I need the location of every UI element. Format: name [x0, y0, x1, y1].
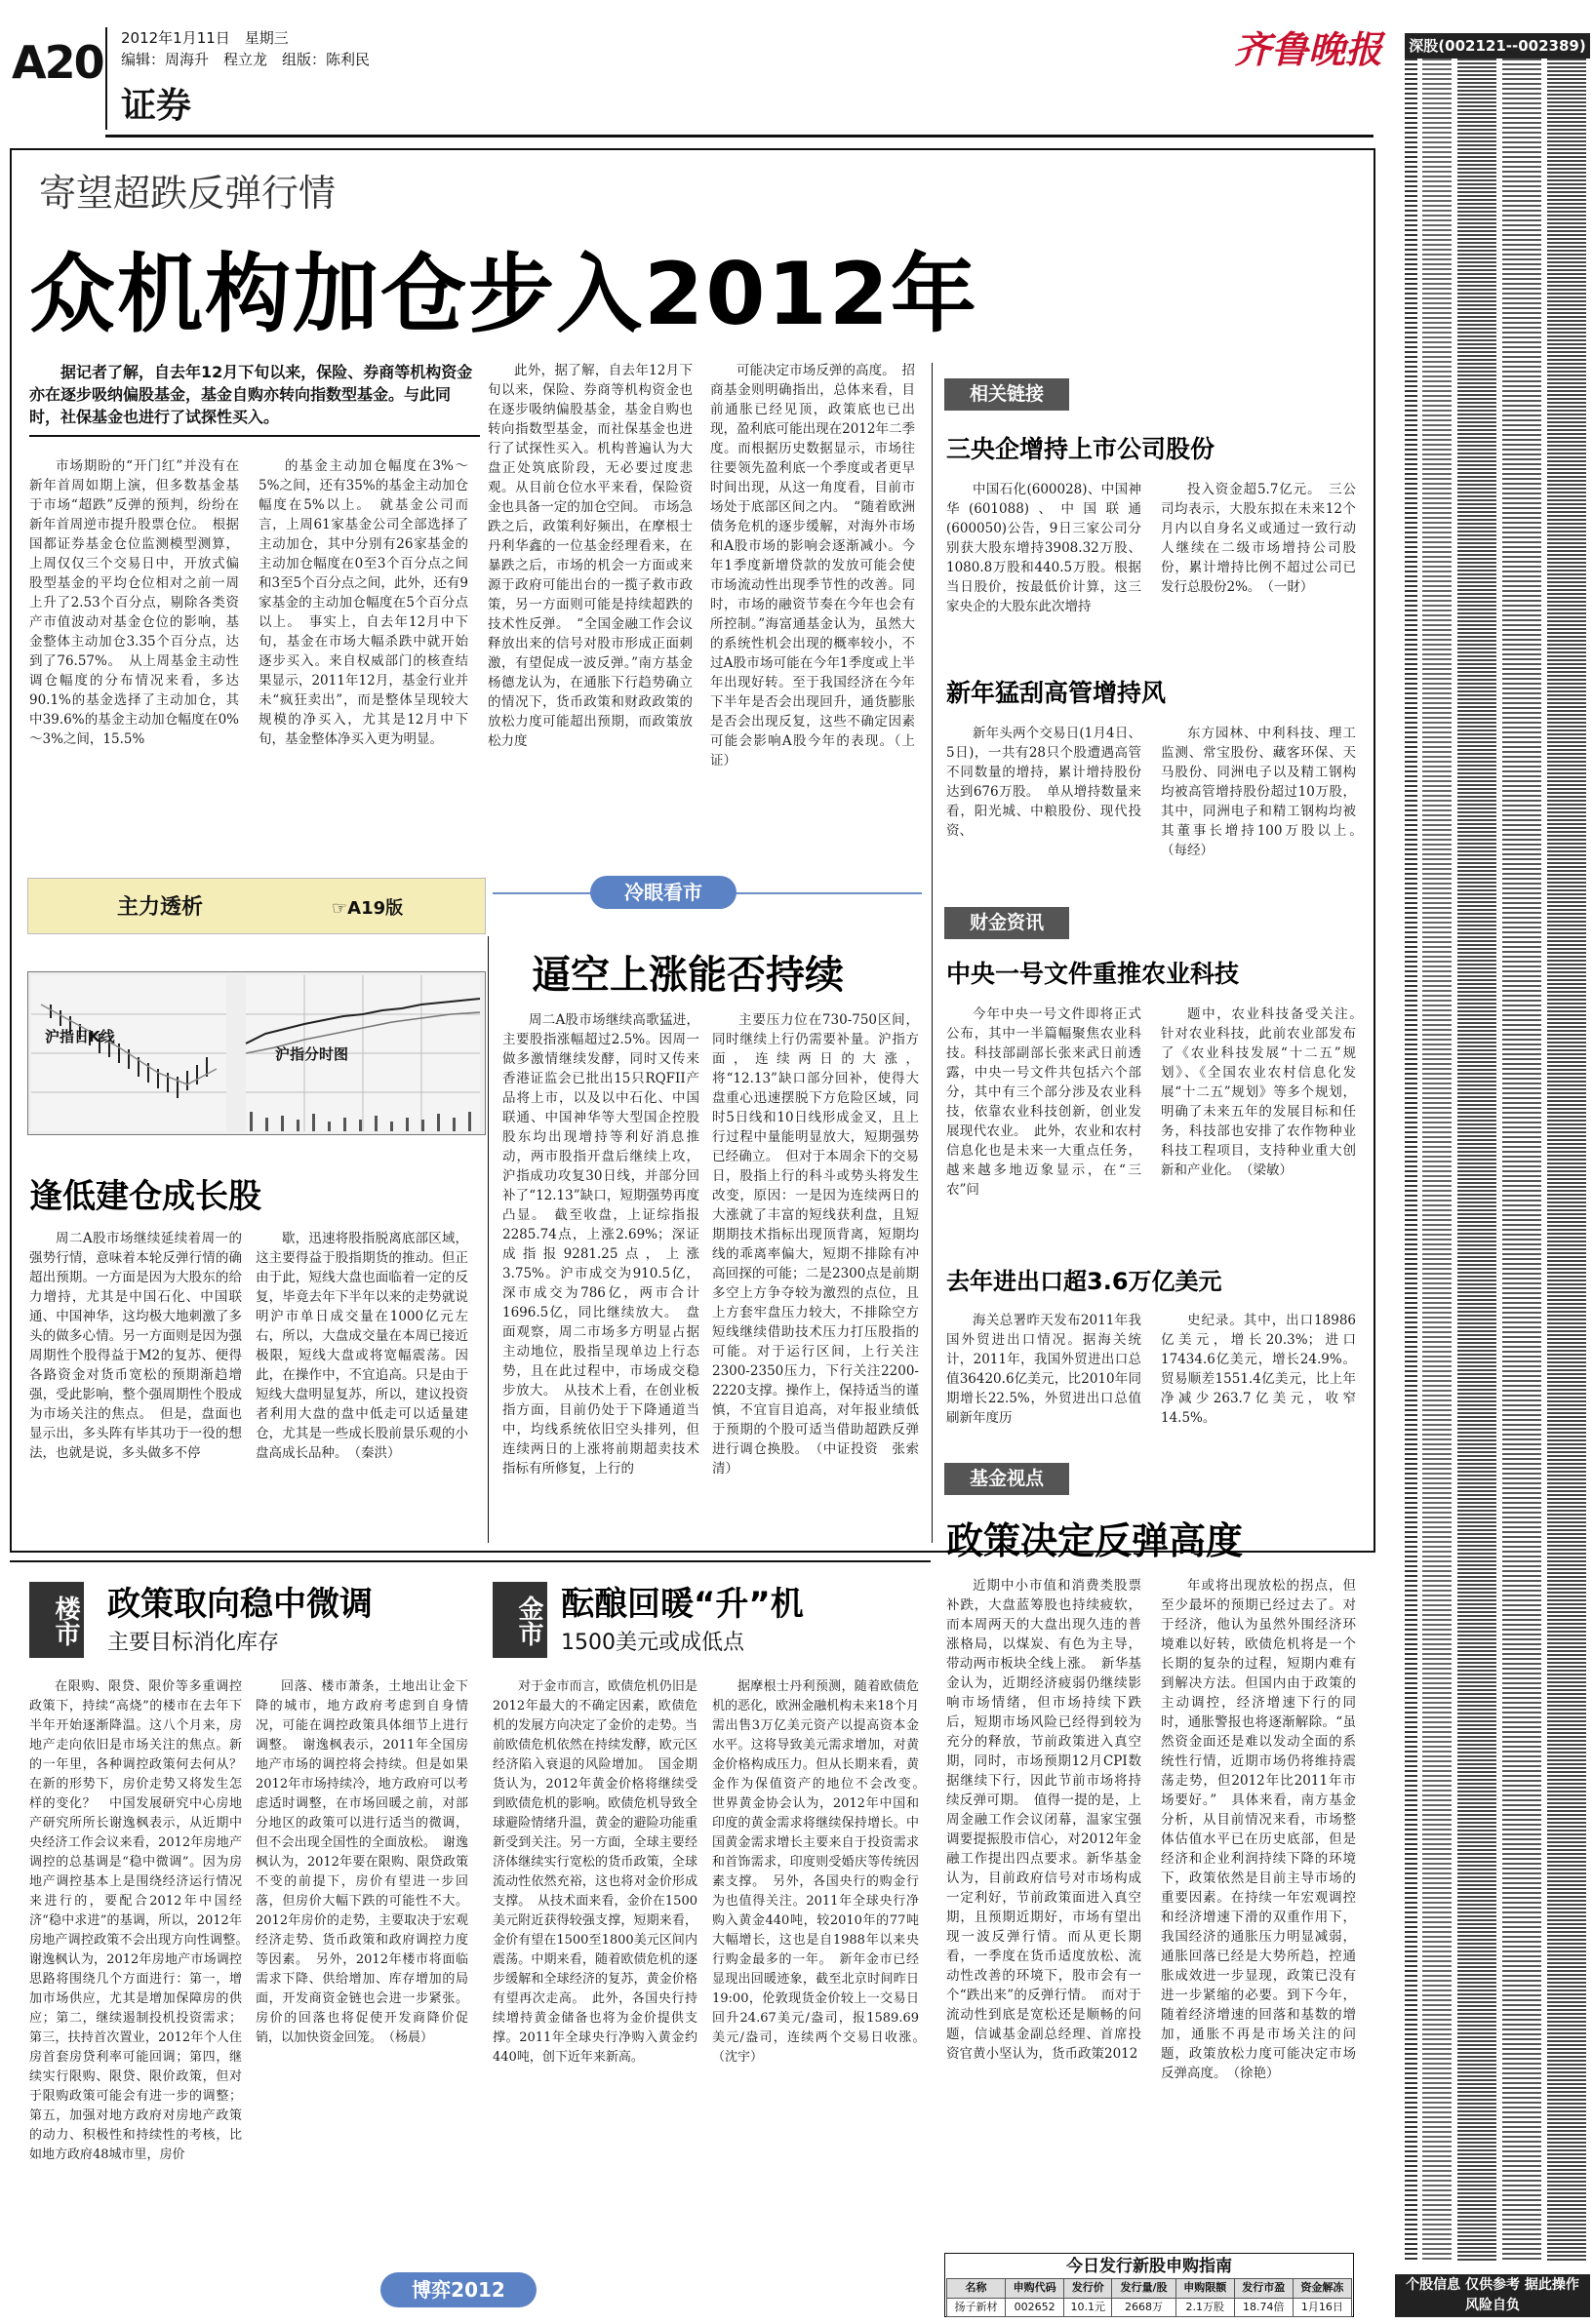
- intraday-label: 沪指分时图: [275, 1045, 349, 1063]
- trade-title: 去年进出口超3.6万亿美元: [946, 1268, 1222, 1295]
- stock-list-col: [1547, 59, 1586, 2263]
- kline-label: 沪指日K线: [45, 1028, 115, 1045]
- ipo-table: [946, 2278, 1352, 2317]
- related-1-col-1: 中国石化(600028)、中国神华(601088)、中国联通(600050)公告，9日三家公司分别获大股东增持3908.32万股、1080.8万股和440.5万股。根据当日股价，按最低价计算，这三家央企的大股东此次增持: [946, 482, 1141, 614]
- agri-title: 中央一号文件重推农业科技: [946, 960, 1240, 988]
- ipo-cell: 2668万: [1112, 2298, 1175, 2317]
- property-subtitle: 主要目标消化库存: [107, 1631, 280, 1655]
- ipo-header-row: [947, 2279, 1352, 2299]
- header-divider: [105, 27, 107, 130]
- gold-tag: 金市: [493, 1582, 547, 1658]
- column-divider: [932, 363, 933, 1543]
- related-1-col-2: 投入资金超5.7亿元。 三公司均表示，大股东拟在未来12个月内以自身名义或通过一致行动人继续在二级市场增持公司股份，累计增持比例不超过公司已发行总股份2%。 （一財）: [1161, 482, 1356, 595]
- property-col-2: 回落、楼市萧条，土地出让金下降的城市，地方政府考虑到自身情况，可能在调控政策具体细节上进行调整。 谢逸枫表示，2011年全国房地产市场的调控将会持续。但是如果2012年市场持续冷，地方政府可以考虑适时调整，在市场回暖之前，对部分地区的政策可以进行适当的微调，但不会出现全国性的全面放松。 谢逸枫认为，2012年要在限购、限贷政策不变的前提下，房价有望进一步回落，但房价大幅下跌的可能性不大。2012年房价的走势，主要取决于宏观经济走势、货币政策和政府调控力度等因素。 另外，2012年楼市将面临需求下降、供给增加、库存增加的局面，开发商资金链也会进一步紧张。房价的回落也将促使开发商降价促销，以加快资金回笼。 （杨晨）: [256, 1679, 468, 2045]
- finance-news-tag: 财金资讯: [944, 907, 1069, 939]
- ipo-cell: 002652: [1006, 2298, 1064, 2317]
- header-editors: 编辑：周海升 程立龙 组版：陈利民: [121, 51, 371, 68]
- main-force-banner: [27, 878, 486, 934]
- intro-rule: [29, 435, 480, 437]
- stock-list-col: [1502, 59, 1541, 2263]
- fund-col-2: 年或将出现放松的拐点，但至少最坏的预期已经过去了。对于经济，他认为虽然外围经济环境难以好转，欧债危机将是一个长期的复杂的过程，短期内难有到解决方法。但国内由于政策的主动调控，经济增速下行的同时，通胀警报也将逐渐解除。“虽然资金面还是难以发动全面的系统性行情，近期市场仍将维持震荡走势，但2012年比2011年市场要好。” 具体来看，南方基金分析，从目前情况来看，市场整体估值水平已在历史底部，但是经济和企业利润持续下降的环境下，政策依然是目前主导市场的重要因素。在持续一年宏观调控和经济增速下滑的双重作用下，我国经济的通胀压力明显减弱，通胀回落已经是大势所趋，控通胀成效进一步显现，政策已没有进一步紧缩的必要。到下今年，随着经济增速的回落和基数的增加，通胀不再是市场关注的问题，政策放松力度可能决定市场反弹高度。 （徐艳）: [1161, 1578, 1356, 2081]
- section-title: 证券: [121, 86, 192, 126]
- ipo-header-cell: 发行价: [1064, 2279, 1112, 2299]
- cold-eye-title: 逼空上涨能否持续: [532, 953, 844, 998]
- fund-title: 政策决定反弹高度: [946, 1519, 1244, 1562]
- ipo-header-cell: 名称: [947, 2279, 1006, 2299]
- lead-kicker: 寄望超跌反弹行情: [39, 172, 337, 215]
- ipo-cell: 1月16日: [1293, 2298, 1351, 2317]
- ipo-header-cell: 资金解冻: [1293, 2279, 1351, 2299]
- stock-list-footer: 个股信息 仅供参考 据此操作 风险自负: [1395, 2274, 1590, 2317]
- column-divider: [488, 936, 489, 1543]
- related-2-col-2: 东方园林、中利科技、理工监测、常宝股份、藏客环保、天马股份、同洲电子以及精工钢构均被高管增持股份超过10万股，其中，同洲电子和精工钢构均被其董事长增持100万股以上。 （每经）: [1161, 726, 1370, 858]
- lead-col-3: 此外，据了解，自去年12月下旬以来，保险、券商等机构资金也在逐步吸纳偏股基金，基金自购也转向指数型基金，而社保基金也进行了试探性买入。机构普遍认为大盘正处筑底阶段，无必要过度悲观。从目前仓位水平来看，保险资金也具备一定的加仓空间。 市场急跌之后，政策利好频出，在摩根士丹利华鑫的一位基金经理看来，在暴跌之后，市场的机会一方面或来源于政府可能出台的一揽子救市政策，另一方面则可能是持续超跌的技术性反弹。 “全国金融工作会议释放出来的信号对股市形成正面刺激，有望促成一波反弹。”南方基金杨德龙认为，在通胀下行趋势确立的情况下，货币政策和财政政策的放松力度可能超出预期，而政策放松力度: [488, 363, 693, 749]
- lead-intro: 据记者了解，自去年12月下旬以来，保险、券商等机构资金亦在逐步吸纳偏股基金，基金自购亦转向指数型基金。与此同时，社保基金也进行了试探性买入。: [29, 363, 473, 426]
- ipo-table-title: 今日发行新股申购指南: [1066, 2257, 1232, 2276]
- paper-logo: 齐鲁晚报: [1234, 27, 1383, 71]
- fund-col-1: 近期中小市值和消费类股票补跌，大盘蓝筹股也持续疲软，而本周两天的大盘出现久违的普涨格局，以煤炭、有色为主导，带动两市板块全线上涨。 新华基金认为，近期经济疲弱仍继续影响市场情绪，但市场持续下跌后，短期市场风险已经得到较为充分的释放，节前政策进入真空期，同时，市场预期12月CPI数据继续下行，因此节前市场将持续反弹可期。 值得一提的是，上周金融工作会议闭幕，温家宝强调要提振股市信心，对2012年金融工作提出四点要求。新华基金认为，目前政府信号对市场构成一定利好，节前政策面进入真空期，且预期近期好，市场有望出现一波反弹行情。而从更长期看，一季度在货币适度放松、流动性改善的环境下，股市会有一个“跌出来”的反弹行情。 而对于流动性到底是宽松还是顺畅的问题，信诚基金副总经理、首席投资官黄小坚认为，货币政策2012: [946, 1578, 1141, 2062]
- lead-headline: 众机构加仓步入2012年: [29, 244, 978, 344]
- header-rule: [105, 135, 1374, 138]
- property-col-1: 在限购、限贷、限价等多重调控政策下，持续“高烧”的楼市在去年下半年开始逐渐降温。这八个月来，房地产走向依旧是市场关注的焦点。新的一年里，各种调控政策何去何从？在新的形势下，房价走势又将发生怎样的变化？ 中国发展研究中心房地产研究所所长谢逸枫表示，从近期中央经济工作会议来看，2012年房地产调控的总基调是“稳中微调”。因为房地产调控基本上是围绕经济运行情况来进行的，要配合2012年中国经济“稳中求进”的基调，所以，2012年房地产调控政策不会出现方向性调整。 谢逸枫认为，2012年房地产市场调控思路将围绕几个方面进行：第一，增加市场供应，尤其是增加保障房的供应；第二，继续遏制投机投资需求；第三，扶持首次置业，2012年个人住房首套房贷利率可能回调；第四，继续实行限购、限贷、限价政策，但对于限购政策可能会有进一步的调整；第五，加强对地方政府对房地产政策的动力、积极性和持续性的考核，比如地方政府48城市里，房价: [29, 1679, 256, 2162]
- related-title-2: 新年猛刮高管增持风: [946, 679, 1167, 707]
- stock-list-col: [1457, 59, 1496, 2263]
- buy-low-col-2: 歇，迅速将股指脱离底部区域，这主要得益于股指期货的推动。但正由于此，短线大盘也面临着一定的反复，毕竟去年下半年以来的走势就说明沪市单日成交量在1000亿元左右，所以，大盘成交量在本周已接近极限，短线大盘或将宽幅震荡。因此，在操作中，不宜追高。只是由于短线大盘明显复苏，所以，建议投资者利用大盘的盘中低走可以适量建仓，尤其是一些成长股前景乐观的小盘高成长品种。 （秦洪）: [256, 1231, 468, 1461]
- buy-low-col-1: 周二A股市场继续延续着周一的强势行情，意味着本轮反弹行情的确超出预期。一方面是因为大股东的给力增持，尤其是中国石化、中国联通、中国神华，这均极大地刺激了多头的做多心情。另一方面则是因为强周期性个股得益于M2的复苏、便得各路资金对货币宽松的预期渐趋增强，受此影响，整个强周期性个股成为市场关注的焦点。 但是，盘面也显示出，多头阵有毕其功于一役的想法，也就是说，多头做多不停: [29, 1231, 242, 1461]
- cold-eye-col-1: 周二A股市场继续高歌猛进，主要股指涨幅超过2.5%。因周一做多激情继续发酵，同时又传来香港证监会已批出15只RQFII产品将上市，以及以中石化、中国联通、中国神华等大型国企控股股东均出现增持等利好消息推动，两市股指开盘后继续上攻，沪指成功攻复30日线，并部分回补了“12.13”缺口，短期强势再度凸显。 截至收盘，上证综指报2285.74点，上涨2.69%；深证成指报9281.25点，上涨3.75%。沪市成交为910.5亿，深市成交为786亿，两市合计1696.5亿，同比继续放大。 盘面观察，周二市场多方明显占据主动地位，股指呈现单边上行态势，且在此过程中，市场成交稳步放大。 从技术上看，在创业板指方面，目前仍处于下降通道当中，均线系统依旧空头排列，但连续两日的上涨将前期超卖技术指标有所修复，上行的: [502, 1012, 699, 1477]
- gold-col-1: 对于金市而言，欧债危机仍旧是2012年最大的不确定因素，欧债危机的发展方向决定了金价的走势。当前欧债危机依然在持续发酵，欧元区经济陷入衰退的风险增加。 国金期货认为，2012年黄金价格将继续受到欧债危机的影响。欧债危机导致全球避险情绪升温，黄金的避险功能重新受到关注。另一方面，全球主要经济体继续实行宽松的货币政策，全球流动性依然充裕，这也将对金价形成支撑。 从技术面来看，金价在1500美元附近获得较强支撑，短期来看，金价有望在1500至1800美元区间内震荡。中期来看，随着欧债危机的逐步缓解和全球经济的复苏，黄金价格有望再次走高。 此外，各国央行持续增持黄金储备也将为金价提供支撑。2011年全球央行净购入黄金约440吨，创下近年来新高。: [493, 1679, 697, 2065]
- ipo-header-cell: 发行市盈: [1234, 2279, 1293, 2299]
- related-2-col-1: 新年头两个交易日(1月4日、5日)，一共有28只个股遭遇高管不同数量的增持，累计增持股份达到676万股。 单从增持数量来看，阳光城、中粮股份、现代投资、: [946, 726, 1141, 839]
- agri-col-1: 今年中央一号文件即将正式公布，其中一半篇幅聚焦农业科技。科技部副部长张来武日前透露，中央一号文件共包括六个部分，其中有三个部分涉及农业科技，依靠农业科技创新，创业发展现代农业。 此外，农业和农村信息化也是未来一大重点任务，越来越多地迈象显示，在“三农”问: [946, 1006, 1141, 1198]
- lead-col-1: 市场期盼的“开门红”并没有在新年首周如期上演，但多数基金基于市场“超跌”反弹的预判，纷纷在新年首周逆市提升股票仓位。 根据国都证券基金仓位监测模型测算，上周仅仅三个交易日中，开放式偏股型基金的平均仓位相对之前一周上升了2.53个百分点，剔除各类资产市值波动对基金仓位的影响，基金整体主动加仓3.35个百分点，达到了76.57%。 从上周基金主动性调仓幅度的分布情况来看，多达90.1%的基金选择了主动加仓，其中39.6%的基金主动加仓幅度在0%～3%之间，15.5%: [29, 458, 239, 747]
- gold-col-2: 据摩根士丹利预测，随着欧债危机的恶化，欧洲金融机构未来18个月需出售3万亿美元资产以提高资本金水平。这将导致美元需求增加，对黄金价格构成压力。但从长期来看，黄金作为保值资产的地位不会改变。 世界黄金协会认为，2012年中国和印度的黄金需求将继续保持增长。中国黄金需求增长主要来自于投资需求和首饰需求，印度则受婚庆等传统因素支撑。 另外，各国央行的购金行为也值得关注。2011年全球央行净购入黄金440吨，较2010年的77吨大幅增长，这也是自1988年以来央行购金最多的一年。 新年金市已经显现出回暖迹象，截至北京时间昨日19:00，伦敦现货金价较上一交易日回升24.67美元/盎司，报1589.69美元/盎司，连续两个交易日收涨。 （沈宇）: [712, 1679, 933, 2065]
- fund-tag: 基金视点: [944, 1463, 1069, 1495]
- header-date: 2012年1月11日 星期三: [121, 29, 289, 47]
- ipo-cell: 18.74倍: [1234, 2298, 1293, 2317]
- stock-list-col: [1422, 59, 1452, 2263]
- stock-list-header: 深股(002121--002389): [1405, 33, 1590, 59]
- lead-col-2: 的基金主动加仓幅度在3%～5%之间，还有35%的基金主动加仓幅度在5%以上。 就基金公司而言，上周61家基金公司全部选择了主动加仓，其中分别有26家基金的主动加仓幅度在0至3个百分点之间和3至5个百分点之间，此外，还有9家基金的主动加仓幅度在5个百分点以上。 事实上，自去年12月中下旬，基金在市场大幅杀跌中就开始逐步买入。来自权威部门的核查结果显示，2011年12月，基金行业并未“疯狂卖出”，而是整体呈现较大规模的净买入，尤其是12月中下旬，基金整体净买入更为明显。: [259, 458, 468, 747]
- gold-title: 酝酿回暖“升”机: [561, 1585, 804, 1624]
- gold-subtitle: 1500美元或成低点: [561, 1631, 744, 1655]
- related-title-1: 三央企增持上市公司股份: [946, 435, 1215, 463]
- ipo-cell: 10.1元: [1064, 2298, 1112, 2317]
- boyi-label: 博弈2012: [380, 2272, 537, 2307]
- kline-chart: [31, 975, 226, 1131]
- agri-col-2: 题中，农业科技备受关注。 针对农业科技，此前农业部发布了《农业科技发展“十二五”规划》、《全国农业农村信息化发展“十二五”规划》等多个规划，明确了未来五年的发展目标和任务，科技部也安排了农作物种业科技工程项目，支持种业重大创新和产业化。 （梁敏）: [1161, 1006, 1370, 1178]
- buy-low-title: 逢低建仓成长股: [29, 1177, 261, 1216]
- ipo-header-cell: 发行量/股: [1112, 2279, 1175, 2299]
- lead-col-4: 可能决定市场反弹的高度。 招商基金则明确指出，总体来看，目前通胀已经见顶，政策底也已出现，盈利底可能出现在2012年二季度。而根据历史数据显示，市场往往要领先盈利底一个季度或者更早时间出现，从这一角度看，目前市场处于底部区间之内。 “随着欧洲债务危机的逐步缓解，对海外市场和A股市场的影响会逐渐减小。今年1季度新增贷款的发放可能会使市场流动性出现季节性的改善。同时，市场的融资节奏在今年也会有所控制。”海富通基金认为，虽然大的系统性机会出现的概率较小，不过A股市场可能在今年1季度或上半年出现好转。至于我国经济在今年下半年是否会出现回升，通货膨胀是否会出现反复，这些不确定因素可能会影响A股今年的表现。（上证）: [710, 363, 915, 768]
- related-tag: 相关链接: [944, 378, 1069, 411]
- main-force-ref: ☞A19版: [332, 898, 404, 919]
- stock-list-col: [1405, 59, 1417, 2263]
- trade-col-1: 海关总署昨天发布2011年我国外贸进出口情况。据海关统计，2011年，我国外贸进出口总值36420.6亿美元，比2010年同期增长22.5%，外贸进出口总值刷新年度历: [946, 1313, 1141, 1426]
- main-force-label: 主力透析: [117, 895, 204, 920]
- ipo-cell: 扬子新材: [947, 2298, 1006, 2317]
- trade-col-2: 史纪录。其中，出口18986亿美元，增长20.3%；进口17434.6亿美元，增长24.9%。贸易顺差1551.4亿美元，比上年净减少263.7亿美元，收窄14.5%。: [1161, 1313, 1356, 1426]
- cold-eye-col-2: 主要压力位在730-750区间，同时继续上行仍需要补量。沪指方面，连续两日的大涨，将“12.13”缺口部分回补，使得大盘重心迅速摆脱下方危险区域，同时5日线和10日线形成金叉，且上行过程中量能明显放大，短期强势已经确立。 但对于本周余下的交易日，股指上行的科斗或势头将发生改变，原因：一是因为连续两日的大涨就了丰富的短线获利盘，且短期期技术指标出现顶背离，短期均线的乖离率偏大，短期不排除有冲高回探的可能；二是2300点是前期多空上方争夺较为激烈的点位，且上方套牢盘压力较大，不排除空方短线继续借助技术压力打压股指的可能。对于运行区间，上行关注2300-2350压力，下行关注2200-2220支撑。操作上，保持适当的谨慎，不宜盲目追高，对年报业绩低于预期的个股可适当借助超跌反弹进行调仓换股。 （中证投资 张索清）: [712, 1012, 919, 1477]
- ipo-header-cell: 申购代码: [1006, 2279, 1064, 2299]
- property-tag: 楼市: [29, 1582, 84, 1658]
- ipo-cell: 2.1万股: [1175, 2298, 1234, 2317]
- ipo-header-cell: 申购限额: [1175, 2279, 1234, 2299]
- table-row: [947, 2298, 1352, 2317]
- property-title: 政策取向稳中微调: [107, 1585, 373, 1624]
- page-number: A20: [12, 36, 103, 89]
- cold-eye-label: 冷眼看市: [590, 876, 737, 909]
- bottom-rule: [10, 1560, 931, 1562]
